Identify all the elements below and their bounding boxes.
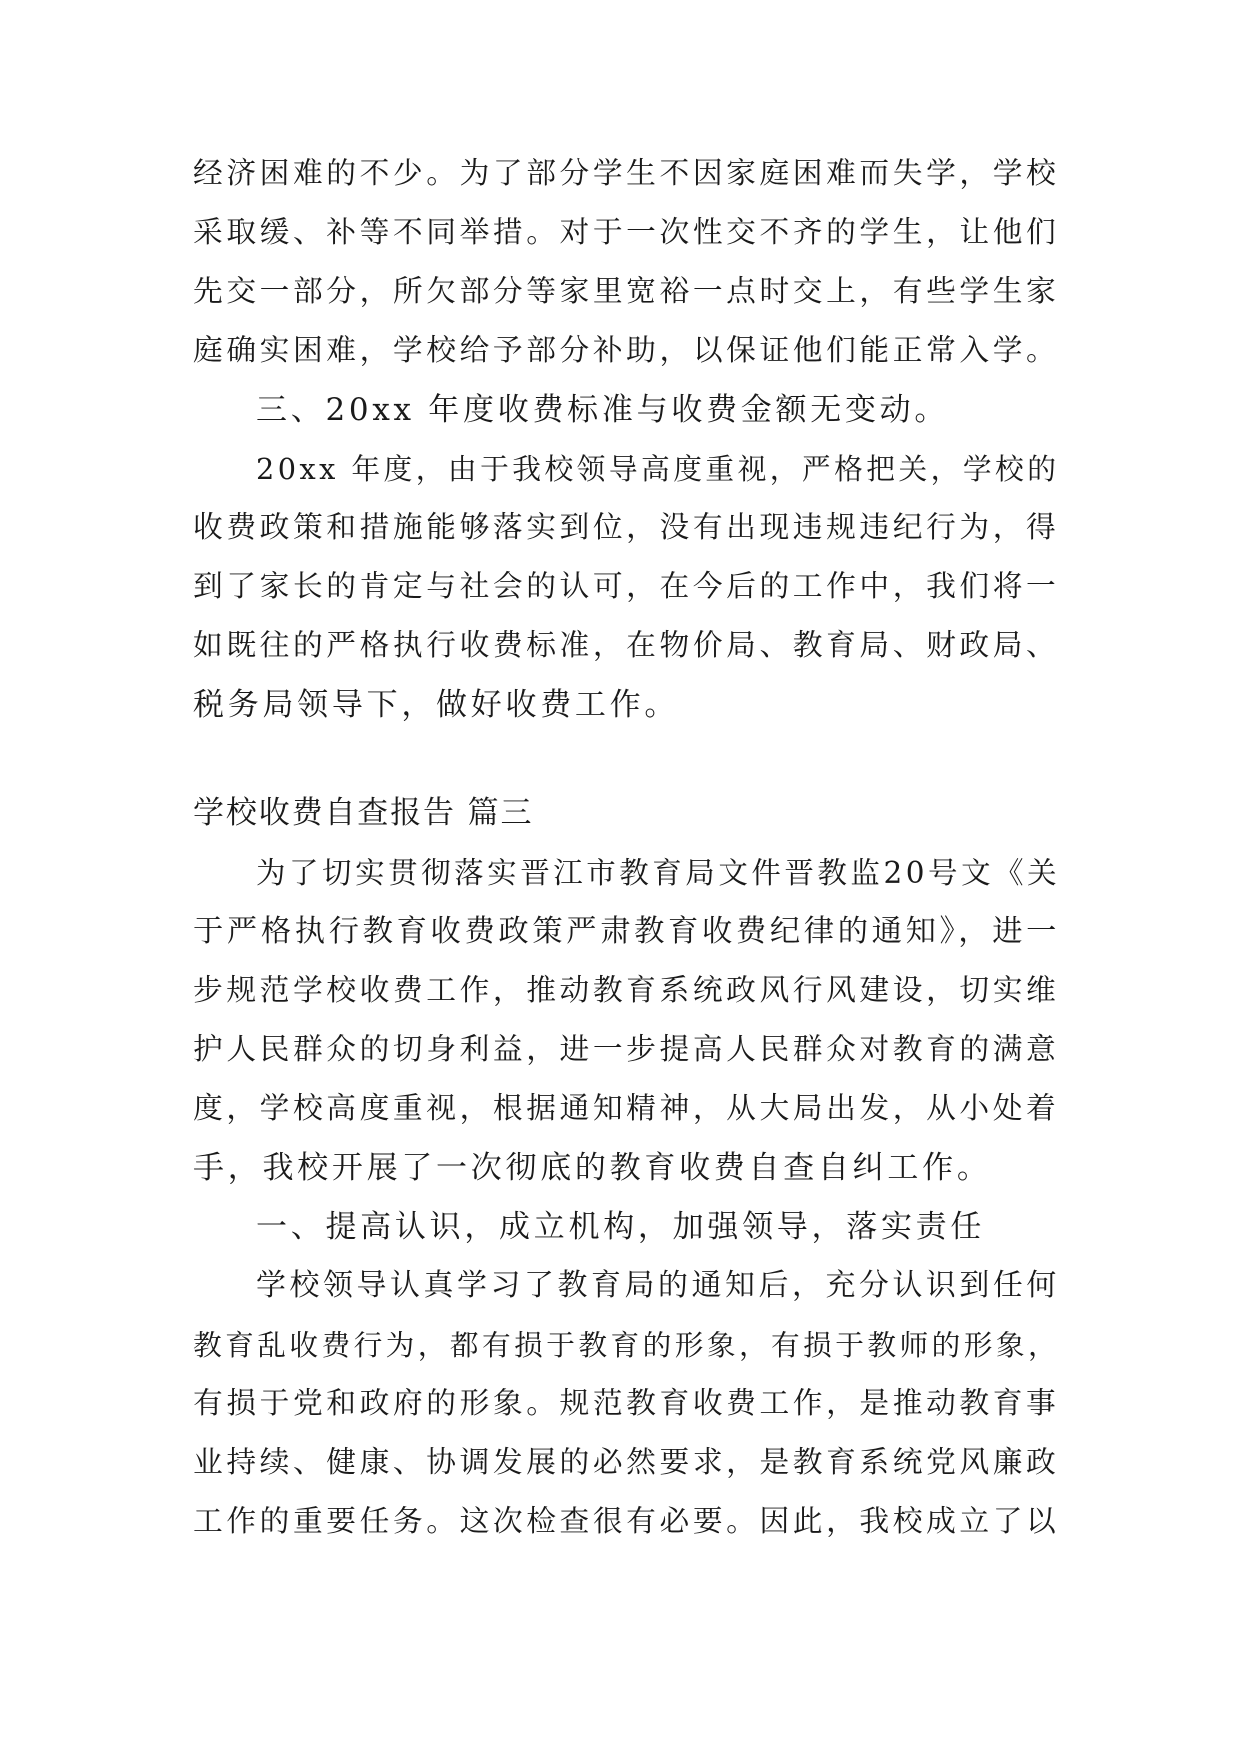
paragraph-line: 经济困难的不少。为了部分学生不因家庭困难而失学，学校 xyxy=(193,156,1060,191)
paragraph-line: 采取缓、补等不同举措。对于一次性交不齐的学生，让他们 xyxy=(193,215,1060,250)
paragraph-line: 20xx 年度，由于我校领导高度重视，严格把关，学校的 xyxy=(256,452,1060,486)
article-title: 学校收费自查报告 篇三 xyxy=(193,795,534,831)
paragraph-line: 为了切实贯彻落实晋江市教育局文件晋教监20号文《关 xyxy=(256,856,1061,890)
paragraph-line: 到了家长的肯定与社会的认可，在今后的工作中，我们将一 xyxy=(193,569,1060,604)
paragraph-line: 庭确实困难，学校给予部分补助，以保证他们能正常入学。 xyxy=(193,333,1060,368)
paragraph-line: 工作的重要任务。这次检查很有必要。因此，我校成立了以 xyxy=(193,1504,1060,1539)
paragraph-line: 有损于党和政府的形象。规范教育收费工作，是推动教育事 xyxy=(193,1386,1060,1421)
paragraph-line: 手，我校开展了一次彻底的教育收费自查自纠工作。 xyxy=(193,1150,992,1186)
paragraph-line: 如既往的严格执行收费标准，在物价局、教育局、财政局、 xyxy=(193,628,1060,663)
paragraph-line: 于严格执行教育收费政策严肃教育收费纪律的通知》，进一 xyxy=(193,914,1061,949)
paragraph-line: 步规范学校收费工作，推动教育系统政风行风建设，切实维 xyxy=(193,973,1060,1008)
paragraph-line: 税务局领导下，做好收费工作。 xyxy=(193,687,680,723)
paragraph-line: 教育乱收费行为，都有损于教育的形象，有损于教师的形象， xyxy=(193,1328,1061,1362)
paragraph-line: 护人民群众的切身利益，进一步提高人民群众对教育的满意 xyxy=(193,1032,1060,1067)
paragraph-line: 收费政策和措施能够落实到位，没有出现违规违纪行为，得 xyxy=(193,510,1060,545)
section-heading: 一、提高认识，成立机构，加强领导，落实责任 xyxy=(256,1209,986,1245)
paragraph-line: 度，学校高度重视，根据通知精神，从大局出发，从小处着 xyxy=(193,1091,1060,1126)
paragraph-line: 学校领导认真学习了教育局的通知后，充分认识到任何 xyxy=(256,1268,1060,1303)
paragraph-line: 业持续、健康、协调发展的必然要求，是教育系统党风廉政 xyxy=(193,1445,1060,1480)
paragraph-line: 先交一部分，所欠部分等家里宽裕一点时交上，有些学生家 xyxy=(193,274,1060,309)
section-heading: 三、20xx 年度收费标准与收费金额无变动。 xyxy=(256,392,950,428)
